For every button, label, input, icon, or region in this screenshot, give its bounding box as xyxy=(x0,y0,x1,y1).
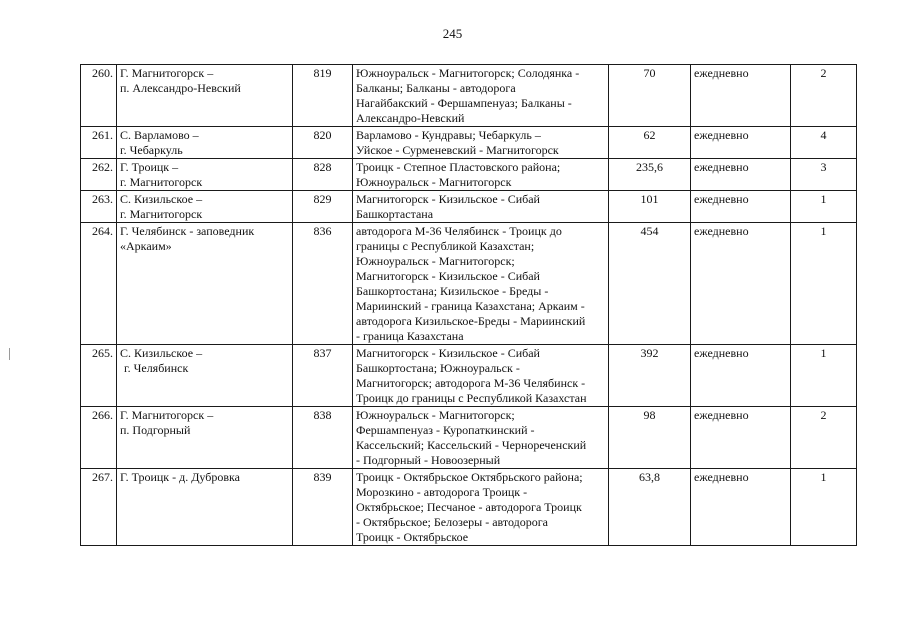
route-path-line: автодорога Кизильское-Бреды - Мариинский xyxy=(356,314,586,328)
route-number: 261. xyxy=(81,127,117,159)
route-path-line: Троицк - Октябрьское Октябрьского района; xyxy=(356,470,583,484)
route-name-line: Г. Троицк – xyxy=(120,160,179,174)
route-count: 2 xyxy=(791,407,857,469)
route-name xyxy=(117,345,293,407)
route-path-line: Магнитогорск - Кизильское - Сибай xyxy=(356,269,540,283)
route-distance: 62 xyxy=(609,127,691,159)
route-code: 839 xyxy=(293,469,353,546)
route-name-line: С. Кизильское – xyxy=(120,346,203,360)
route-code: 836 xyxy=(293,223,353,345)
route-frequency: ежедневно xyxy=(691,127,791,159)
route-path xyxy=(353,159,609,191)
route-path-line: - граница Казахстана xyxy=(356,329,464,343)
table-row xyxy=(81,127,857,159)
table-row xyxy=(81,407,857,469)
route-name-line: п. Александро-Невский xyxy=(120,81,241,95)
route-name xyxy=(117,65,293,127)
route-distance: 63,8 xyxy=(609,469,691,546)
route-path-line: Магнитогорск; автодорога М-36 Челябинск - xyxy=(356,376,586,390)
route-path xyxy=(353,223,609,345)
route-path-line: Башкортостана; Кизильское - Бреды - xyxy=(356,284,549,298)
route-path-line: Южноуральск - Магнитогорск; xyxy=(356,408,515,422)
route-path-line: Башкортостана; Южноуральск - xyxy=(356,361,520,375)
route-path-line: Александро-Невский xyxy=(356,111,465,125)
route-frequency: ежедневно xyxy=(691,407,791,469)
route-count: 1 xyxy=(791,191,857,223)
route-distance: 235,6 xyxy=(609,159,691,191)
route-frequency: ежедневно xyxy=(691,469,791,546)
route-name xyxy=(117,191,293,223)
route-name xyxy=(117,127,293,159)
route-number: 262. xyxy=(81,159,117,191)
route-path-line: Кассельский; Кассельский - Чернореченский xyxy=(356,438,587,452)
table-row xyxy=(81,159,857,191)
route-path-line: Морозкино - автодорога Троицк - xyxy=(356,485,528,499)
route-count: 3 xyxy=(791,159,857,191)
route-path-line: Магнитогорск - Кизильское - Сибай xyxy=(356,192,540,206)
route-name-line: г. Магнитогорск xyxy=(120,207,203,221)
table-row xyxy=(81,223,857,345)
route-path xyxy=(353,407,609,469)
route-number: 265. xyxy=(81,345,117,407)
route-frequency: ежедневно xyxy=(691,159,791,191)
route-frequency: ежедневно xyxy=(691,65,791,127)
route-code: 819 xyxy=(293,65,353,127)
route-path-line: Южноуральск - Магнитогорск; Солодянка - xyxy=(356,66,580,80)
route-number: 266. xyxy=(81,407,117,469)
route-path-line: Башкортастана xyxy=(356,207,434,221)
route-name-line: Г. Челябинск - заповедник xyxy=(120,224,255,238)
route-distance: 392 xyxy=(609,345,691,407)
route-name xyxy=(117,159,293,191)
route-path-line: - Октябрьское; Белозеры - автодорога xyxy=(356,515,548,529)
route-path-line: Варламово - Кундравы; Чебаркуль – xyxy=(356,128,541,142)
table-row xyxy=(81,345,857,407)
route-path-line: - Подгорный - Новоозерный xyxy=(356,453,501,467)
route-name-line: г. Магнитогорск xyxy=(120,175,203,189)
route-distance: 101 xyxy=(609,191,691,223)
route-number: 267. xyxy=(81,469,117,546)
routes-table-body xyxy=(81,65,857,546)
route-path-line: Троицк до границы с Республикой Казахстан xyxy=(356,391,587,405)
route-path xyxy=(353,127,609,159)
route-path-line: Мариинский - граница Казахстана; Аркаим - xyxy=(356,299,585,313)
route-distance: 70 xyxy=(609,65,691,127)
route-path xyxy=(353,65,609,127)
table-row xyxy=(81,65,857,127)
route-path-line: Магнитогорск - Кизильское - Сибай xyxy=(356,346,540,360)
route-frequency: ежедневно xyxy=(691,345,791,407)
route-name-line: Г. Магнитогорск – xyxy=(120,408,214,422)
route-count: 1 xyxy=(791,345,857,407)
route-number: 264. xyxy=(81,223,117,345)
route-path-line: Балканы; Балканы - автодорога xyxy=(356,81,516,95)
route-name-line: С. Варламово – xyxy=(120,128,199,142)
route-code: 828 xyxy=(293,159,353,191)
route-path-line: Нагайбакский - Фершампенуаз; Балканы - xyxy=(356,96,572,110)
route-name-line: «Аркаим» xyxy=(120,239,172,253)
route-path-line: Фершампенуаз - Куропаткинский - xyxy=(356,423,535,437)
route-number: 263. xyxy=(81,191,117,223)
margin-mark xyxy=(9,348,10,360)
table-row xyxy=(81,191,857,223)
route-path-line: Троицк - Октябрьское xyxy=(356,530,469,544)
route-name-line: С. Кизильское – xyxy=(120,192,203,206)
route-path xyxy=(353,345,609,407)
route-frequency: ежедневно xyxy=(691,191,791,223)
route-name xyxy=(117,223,293,345)
route-number: 260. xyxy=(81,65,117,127)
route-code: 820 xyxy=(293,127,353,159)
route-distance: 454 xyxy=(609,223,691,345)
route-distance: 98 xyxy=(609,407,691,469)
route-path-line: границы с Республикой Казахстан; xyxy=(356,239,535,253)
page-number: 245 xyxy=(442,26,463,41)
route-path xyxy=(353,469,609,546)
route-path-line: автодорога М-36 Челябинск - Троицк до xyxy=(356,224,562,238)
route-code: 829 xyxy=(293,191,353,223)
route-count: 2 xyxy=(791,65,857,127)
route-code: 837 xyxy=(293,345,353,407)
routes-table xyxy=(80,64,857,546)
route-name-line: г. Челябинск xyxy=(124,361,189,375)
route-count: 4 xyxy=(791,127,857,159)
route-path-line: Октябрьское; Песчаное - автодорога Троицк xyxy=(356,500,582,514)
table-row xyxy=(81,469,857,546)
route-name-line: г. Чебаркуль xyxy=(120,143,183,157)
route-path-line: Троицк - Степное Пластовского района; xyxy=(356,160,561,174)
route-path-line: Южноуральск - Магнитогорск; xyxy=(356,254,515,268)
route-path xyxy=(353,191,609,223)
route-name xyxy=(117,407,293,469)
route-name-line: Г. Троицк - д. Дубровка xyxy=(120,470,241,484)
route-path-line: Южноуральск - Магнитогорск xyxy=(356,175,512,189)
route-name-line: п. Подгорный xyxy=(120,423,191,437)
route-count: 1 xyxy=(791,223,857,345)
route-frequency: ежедневно xyxy=(691,223,791,345)
route-code: 838 xyxy=(293,407,353,469)
route-name-line: Г. Магнитогорск – xyxy=(120,66,214,80)
route-count: 1 xyxy=(791,469,857,546)
route-path-line: Уйское - Сурменевский - Магнитогорск xyxy=(356,143,559,157)
route-name xyxy=(117,469,293,546)
